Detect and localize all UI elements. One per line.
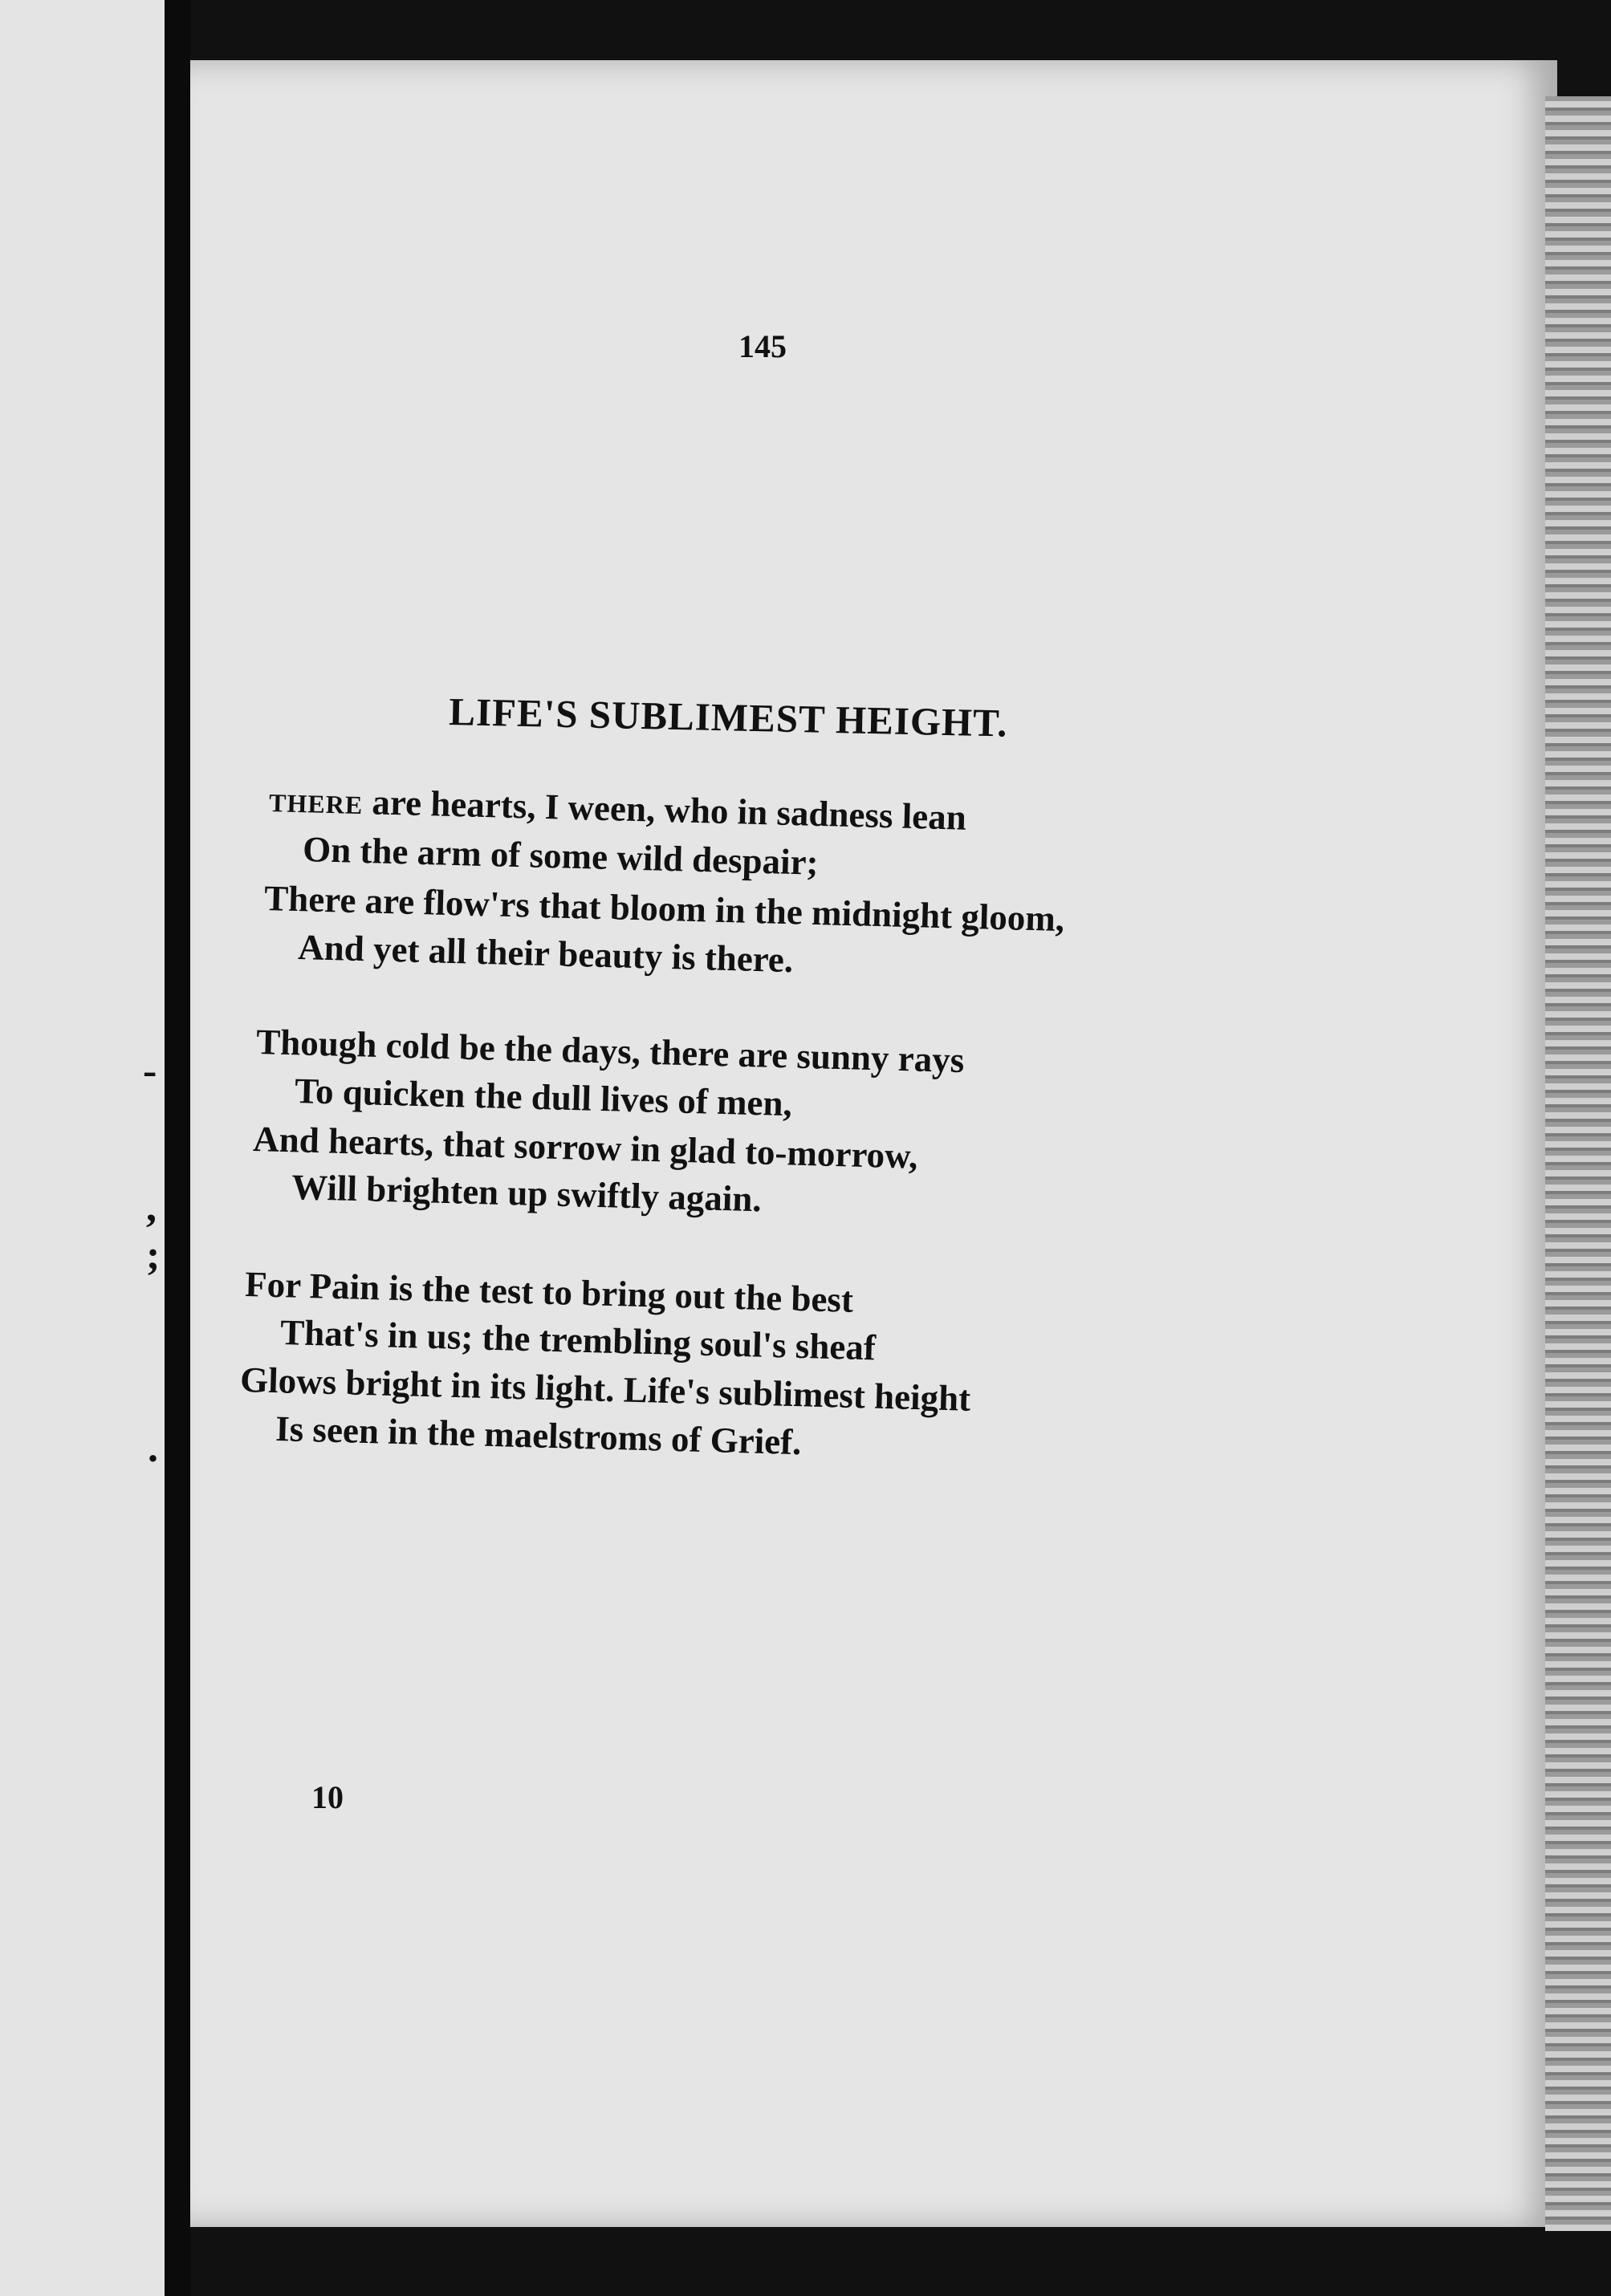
poem-line: Is seen in the maelstroms of Grief. bbox=[275, 1408, 803, 1463]
page-edge bbox=[1545, 96, 1611, 2231]
poem-line: To quicken the dull lives of men, bbox=[294, 1070, 793, 1124]
poem-line: For Pain is the test to bring out the best bbox=[244, 1263, 854, 1320]
poem-line: And yet all their beauty is there. bbox=[297, 926, 794, 981]
book-gutter bbox=[165, 0, 190, 2296]
poem-line: And hearts, that sorrow in glad to-morrow, bbox=[252, 1118, 919, 1176]
page-number: 145 bbox=[738, 328, 787, 364]
facing-page-mark: , bbox=[146, 1185, 157, 1230]
small-caps-lead: THERE bbox=[268, 787, 364, 820]
signature-mark: 10 bbox=[311, 1779, 344, 1815]
poem-line: Will brighten up swiftly again. bbox=[291, 1166, 763, 1220]
facing-page-mark: ; bbox=[146, 1233, 161, 1278]
poem-line: That's in us; the trembling soul's sheaf bbox=[279, 1311, 877, 1368]
facing-page-mark: - bbox=[143, 1048, 157, 1094]
facing-page-mark: . bbox=[148, 1425, 158, 1471]
facing-page-fragment bbox=[0, 0, 165, 2296]
poem-line: THERE are hearts, I ween, who in sadness lean bbox=[268, 782, 967, 838]
poem-line: On the arm of some wild despair; bbox=[302, 828, 820, 883]
poem-line: There are flow'rs that bloom in the midnight gloom, bbox=[263, 877, 1065, 940]
poem-title: LIFE'S SUBLIMEST HEIGHT. bbox=[448, 689, 1008, 746]
poem-line: Though cold be the days, there are sunny rays bbox=[255, 1021, 965, 1081]
poem-line: Glows bright in its light. Life's sublimest height bbox=[239, 1359, 971, 1419]
